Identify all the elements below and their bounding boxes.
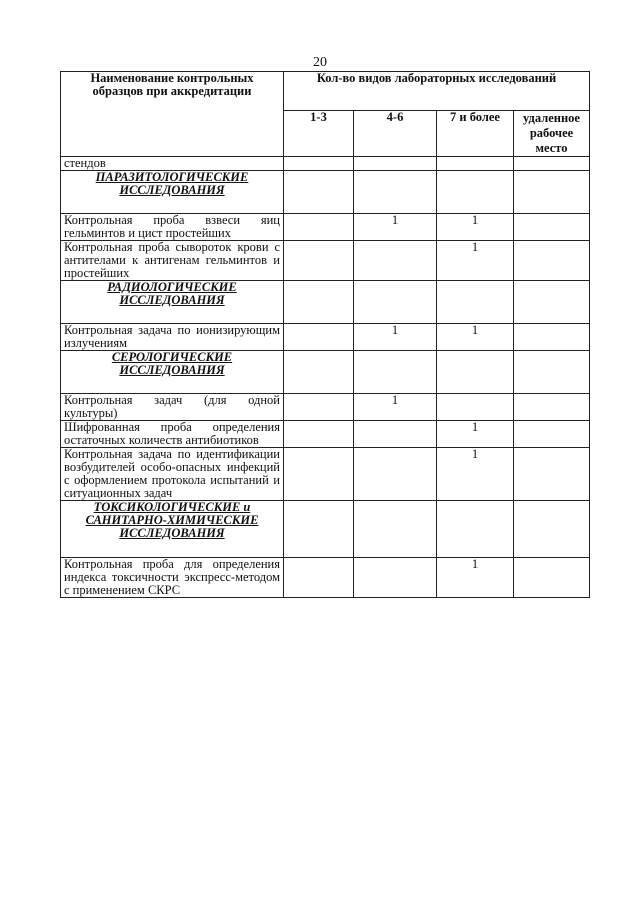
cell-7-plus: 1 <box>437 214 514 241</box>
table-row <box>61 241 590 281</box>
page-number: 20 <box>313 55 327 70</box>
accreditation-table <box>60 71 590 598</box>
table-row <box>61 558 590 598</box>
cell-4-6: 1 <box>354 324 437 351</box>
column-header-remote-workplace: удаленное рабочее место <box>514 111 590 157</box>
cell-7-plus <box>437 394 514 421</box>
table-body <box>61 157 590 598</box>
cell-1-3 <box>284 421 354 448</box>
cell-1-3 <box>284 448 354 501</box>
cell-7-plus: 1 <box>437 324 514 351</box>
section-row <box>61 501 590 558</box>
row-name: Контрольная проба сывороток крови с антителами к антигенам гельминтов и простейших <box>61 241 284 281</box>
cell-1-3 <box>284 394 354 421</box>
row-name: стендов <box>61 157 284 171</box>
cell-7-plus: 1 <box>437 558 514 598</box>
cell-remote <box>514 241 590 281</box>
column-header-7-plus: 7 и более <box>437 111 514 157</box>
table-row <box>61 448 590 501</box>
cell-remote <box>514 157 590 171</box>
cell-4-6 <box>354 558 437 598</box>
cell-remote <box>514 421 590 448</box>
cell-4-6 <box>354 157 437 171</box>
cell-4-6 <box>354 421 437 448</box>
cell-4-6 <box>354 241 437 281</box>
cell-7-plus <box>437 157 514 171</box>
cell-remote <box>514 324 590 351</box>
table-row <box>61 324 590 351</box>
cell-remote <box>514 448 590 501</box>
cell-remote <box>514 394 590 421</box>
section-row <box>61 281 590 324</box>
table-row <box>61 421 590 448</box>
cell-7-plus: 1 <box>437 241 514 281</box>
section-title: СЕРОЛОГИЧЕСКИЕ ИССЛЕДОВАНИЯ <box>61 351 284 394</box>
cell-7-plus: 1 <box>437 421 514 448</box>
cell-1-3 <box>284 214 354 241</box>
section-title: ТОКСИКОЛОГИЧЕСКИЕ и САНИТАРНО-ХИМИЧЕСКИЕ ИССЛЕДОВАНИЯ <box>61 501 284 558</box>
table-row <box>61 214 590 241</box>
table-row <box>61 157 590 171</box>
cell-7-plus: 1 <box>437 448 514 501</box>
section-row <box>61 171 590 214</box>
row-name: Контрольная проба взвеси яиц гельминтов и цист простейших <box>61 214 284 241</box>
table-row <box>61 394 590 421</box>
section-title: ПАРАЗИТОЛОГИЧЕСКИЕ ИССЛЕДОВАНИЯ <box>61 171 284 214</box>
cell-remote <box>514 214 590 241</box>
row-name: Контрольная задача по идентификации возбудителей особо-опасных инфекций с оформлением протокола испытаний и ситуационных задач <box>61 448 284 501</box>
cell-4-6: 1 <box>354 394 437 421</box>
row-name: Шифрованная проба определения остаточных количеств антибиотиков <box>61 421 284 448</box>
cell-4-6 <box>354 448 437 501</box>
cell-1-3 <box>284 324 354 351</box>
cell-1-3 <box>284 157 354 171</box>
cell-remote <box>514 558 590 598</box>
cell-1-3 <box>284 241 354 281</box>
group-column-header: Кол-во видов лабораторных исследований <box>284 72 590 111</box>
section-title: РАДИОЛОГИЧЕСКИЕ ИССЛЕДОВАНИЯ <box>61 281 284 324</box>
row-name: Контрольная задач (для одной культуры) <box>61 394 284 421</box>
section-row <box>61 351 590 394</box>
row-name: Контрольная проба для определения индекса токсичности экспресс-методом с применением СКРС <box>61 558 284 598</box>
row-name: Контрольная задача по ионизирующим излучениям <box>61 324 284 351</box>
cell-4-6: 1 <box>354 214 437 241</box>
column-header-1-3: 1-3 <box>284 111 354 157</box>
column-header-4-6: 4-6 <box>354 111 437 157</box>
name-column-header: Наименование контрольных образцов при аккредитации <box>61 72 284 157</box>
cell-1-3 <box>284 558 354 598</box>
